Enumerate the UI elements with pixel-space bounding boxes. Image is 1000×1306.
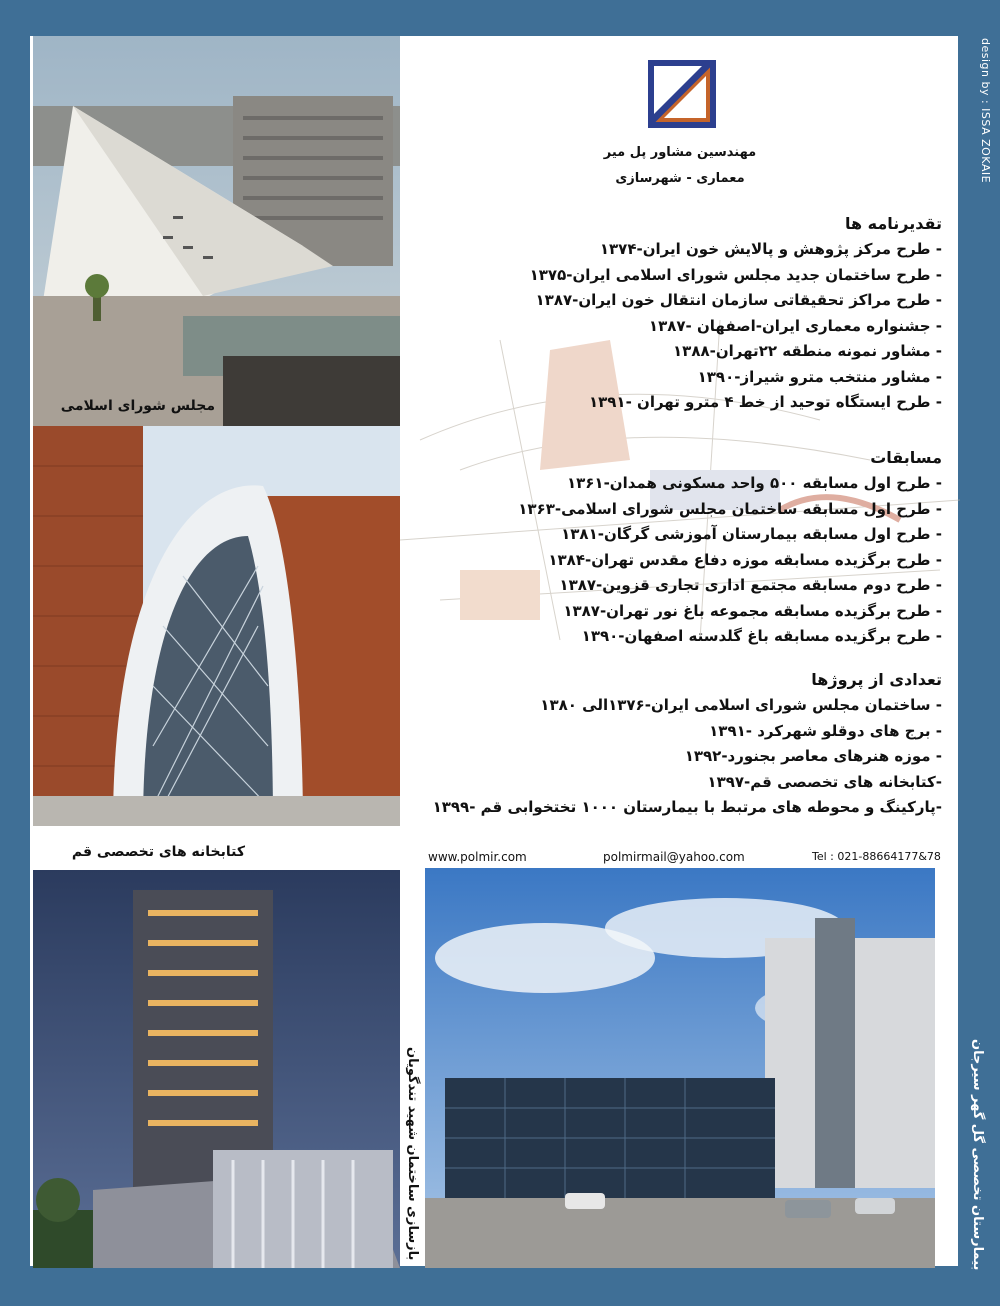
photo-parliament xyxy=(33,36,400,426)
caption-library: کتابخانه های تخصصی قم xyxy=(71,844,245,860)
list-item: - طرح مراکز تحقیقاتی سازمان انتقال خون ایران-۱۳۸۷ xyxy=(535,291,942,309)
photo-tondgooyan xyxy=(33,870,400,1268)
list-item: - موزه هنرهای معاصر بجنورد-۱۳۹۲ xyxy=(684,747,942,765)
photo-library xyxy=(33,426,400,826)
logo-mark xyxy=(646,58,718,130)
website-link[interactable]: www.polmir.com xyxy=(428,850,527,864)
email-link[interactable]: polmirmail@yahoo.com xyxy=(603,850,745,864)
projects-title: تعدادی از پروژها xyxy=(811,670,942,689)
list-item: -کتابخانه های تخصصی قم-۱۳۹۷ xyxy=(707,772,942,791)
list-item: - طرح دوم مسابقه مجتمع اداری تجاری قزوین-۱۳۸۷ xyxy=(559,576,942,594)
list-item: - مشاور منتخب مترو شیراز-۱۳۹۰ xyxy=(697,367,942,386)
design-credit: design by : ISSA ZOKAIE xyxy=(979,38,992,184)
list-item: -پارکینگ و محوطه های مرتبط با بیمارستان ۱۰۰۰ تختخوابی قم -۱۳۹۹ xyxy=(432,798,942,816)
section-projects xyxy=(433,670,942,821)
firm-logo xyxy=(646,58,718,130)
caption-tondgooyan: بازسازی ساختمان شهید تندگویان xyxy=(405,1046,420,1260)
list-item: - برج های دوقلو شهرکرد -۱۳۹۱ xyxy=(709,721,942,740)
caption-parliament: مجلس شورای اسلامی xyxy=(60,398,215,414)
list-item: - طرح اول مسابقه ساختمان مجلس شورای اسلامی-۱۳۶۳ xyxy=(518,499,942,518)
list-item: - جشنواره معماری ایران-اصفهان -۱۳۸۷ xyxy=(648,316,942,335)
list-item: - طرح مرکز پژوهش و پالایش خون ایران-۱۳۷۴ xyxy=(599,240,942,258)
list-item: - ساختمان مجلس شورای اسلامی ایران-۱۳۷۶الی ۱۳۸۰ xyxy=(540,696,942,714)
awards-title: تقدیرنامه ها xyxy=(844,214,942,233)
phone-number: Tel : 021-88664177&78 xyxy=(812,850,941,863)
list-item: - مشاور نمونه منطقه ۲۲تهران-۱۳۸۸ xyxy=(673,342,942,360)
list-item: - طرح ایستگاه توحید از خط ۴ مترو تهران -۱۳۹۱ xyxy=(588,393,942,411)
list-item: - طرح ساختمان جدید مجلس شورای اسلامی ایران-۱۳۷۵ xyxy=(529,265,942,284)
firm-name: مهندسین مشاور پل میر xyxy=(603,145,757,160)
firm-subtitle: معماری - شهرسازی xyxy=(615,171,745,186)
section-competitions xyxy=(518,448,942,650)
list-item: - طرح اول مسابقه بیمارستان آموزشی گرگان-۱۳۸۱ xyxy=(561,525,942,543)
photo-hospital xyxy=(425,868,935,1268)
list-item: - طرح برگزیده مسابقه باغ گلدسته اصفهان-۱۳۹۰ xyxy=(581,627,942,645)
list-item: - طرح برگزیده مسابقه مجموعه باغ نور تهران-۱۳۸۷ xyxy=(563,601,942,620)
list-item: - طرح اول مسابقه ۵۰۰ واحد مسکونی همدان-۱۳۶۱ xyxy=(566,474,942,492)
list-item: - طرح برگزیده مسابقه موزه دفاع مقدس تهران-۱۳۸۴ xyxy=(548,550,942,569)
competitions-title: مسابقات xyxy=(870,448,942,467)
firm-heading xyxy=(560,140,800,192)
section-awards xyxy=(530,214,942,416)
caption-hospital: بیمارستان تخصصی گل گهر سیرجان xyxy=(970,1038,985,1270)
